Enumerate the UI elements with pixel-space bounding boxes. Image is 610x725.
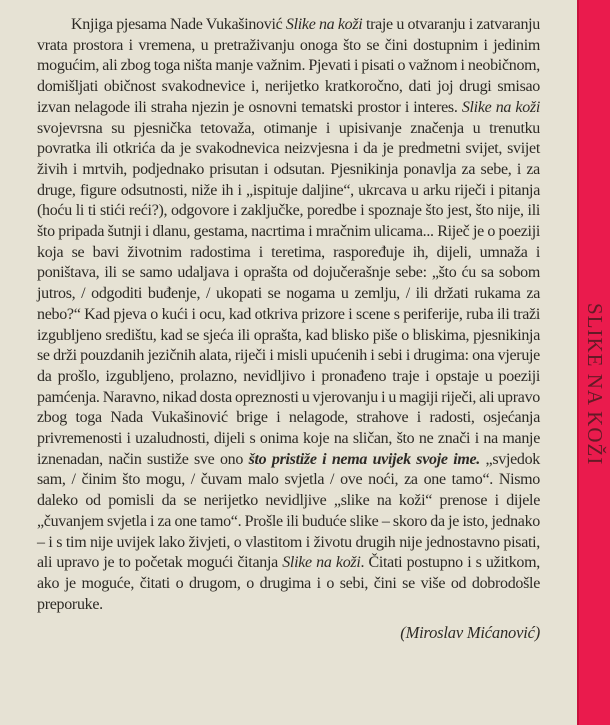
spine-band bbox=[577, 0, 610, 725]
blurb-paragraph bbox=[37, 15, 540, 615]
blurb-segment: Knjiga pjesama Nade Vukašinović bbox=[71, 16, 286, 33]
blurb-column bbox=[37, 15, 540, 643]
book-title-inline: Slike na koži bbox=[282, 554, 361, 572]
spine-title: SLIKE NA KOŽI bbox=[583, 303, 607, 466]
blurb-segment: . Čitati postupno i s užitkom, ako je moguće, čitati o drugom, o drugima i o sebi, čini se više od dobrodošle preporuke. bbox=[37, 554, 540, 613]
blurb-segment: svojevrsna su pjesnička tetovaža, otimanje i upisivanje značenja u trenutku povratka ili otkrića da je svakodnevica neizvjesna i da je predmetni svijet, svijet živih i mrtvih, podjednako prisutan i odsutan. Pjesnikinja ponavlja za sebe, i za druge, figure odsutnosti, niže ih i „ispituje daljine“, ukrcava u arku riječi i pitanja (hoću li ti stići reći?), odgovore i zaključke, poredbe i spoznaje što jest, što nije, ili što pripada šutnji i dlanu, gestama, nacrtima i mračnim ulicama... Riječ je o poeziji koja se bavi životnim radostima i teretima, raspoređuje ih, dijeli, umnaža i poništava, ili se samo udaljava i oprašta od dojučerašnje sebe: „što ću sa sobom jutros, / odgoditi buđenje, / ukopati se nogama u zemlju, / ili držati rukama za nebo?“ Kad pjeva o kući i ocu, kad otkriva prizore i scene s periferije, ruba ili traži izgubljeno središtu, kad se sjeća ili oprašta, kad blisko piše o bliskima, pjesnikinja se drži pouzdanih jezičnih alata, riječi i misli upućenih i sebi i drugima: ona vjeruje da prošlo, izgubljeno, prolazno, nevidljivo i pronađeno traje i opstaje u poeziji pamćenja. Naravno, nikad dosta opreznosti u vjerovanju i u magiji riječi, ali upravo zbog toga Nada Vukašinović brige i nelagode, strahove i radosti, osjećanja privremenosti i uzaludnosti, dijeli s onima koje na sličan, što ne znači i na manje iznenadan, način sustiže sve ono bbox=[37, 119, 540, 468]
author-signature: (Miroslav Mićanović) bbox=[400, 623, 540, 643]
book-title-inline: Slike na koži bbox=[461, 98, 540, 116]
blurb-segment: „svjedok sam, / činim što mogu, / čuvam malo svjetla / ove noći, za one tamo“. Nismo daleko od pomisli da se nerijetko nevidljive „slike na koži“ prenose i dijele „čuvanjem svjetla i za one tamo“. Prošle ili buduće slike – skoro da je isto, jednako – i s tim nije uvijek lako živjeti, o vlastitom i životu drugih nije jednostavno pisati, ali upravo je to početak mogući čitanja bbox=[37, 450, 540, 572]
blurb-segment: traje u otvaranju i zatvaranju vrata prostora i vremena, u pretraživanju onoga što se čini dostupnim i jedinim mogućim, ali zbog toga ništa manje važnim. Pjevati i pisati o važnom i neobičnom, domišljati običnost svakodnevice i, nerijetko kratkoročno, dati joj drugi smisao izvan nelagode ili straha njezin je osnovni tematski prostor i interes. bbox=[37, 16, 540, 116]
emphasized-phrase: što pristiže i nema uvijek svoje ime. bbox=[248, 450, 480, 468]
book-title-inline: Slike na koži bbox=[285, 16, 363, 33]
